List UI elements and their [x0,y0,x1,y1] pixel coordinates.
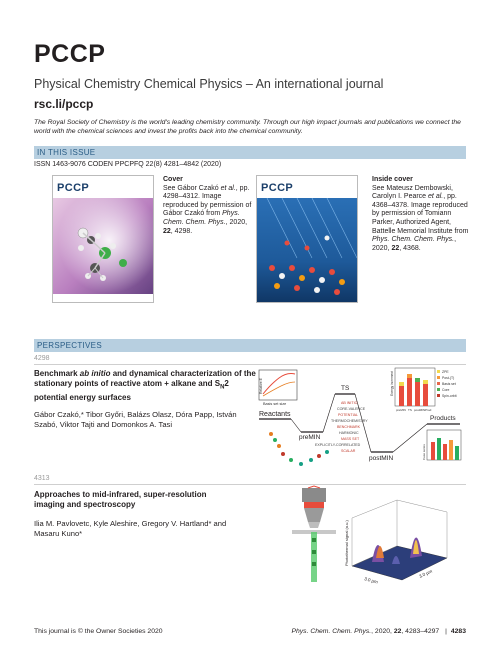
legend-item: Core [442,388,450,392]
cover-volume: 22 [163,227,171,235]
cover-citation [163,185,258,237]
title-part-c: 2 potential energy surfaces [34,379,229,403]
inside-cover-journal: Phys. Chem. Chem. Phys. [372,236,455,244]
energy-x-tick: preMIN [396,408,406,412]
relative-e-label: Relative E [259,378,263,394]
x-axis-label: 3.0 µm [363,576,379,585]
cover-etal: et al. [220,184,236,192]
inset-box [259,370,297,400]
article-title[interactable] [34,369,259,403]
cover-line3: Image reproduced by permission of Gábor Czakó from [163,193,252,218]
footer-volume: 22 [393,628,402,635]
cover-logo: PCCP [57,182,90,194]
in-this-issue-bar: IN THIS ISSUE [34,146,466,159]
inside-cover-year: , 2020, [372,236,457,252]
inside-cover-header [257,176,357,198]
premin-label: preMIN [299,434,321,441]
inside-cover-line1: See Mateusz Dembowski, Carolyn I. Pearce [372,184,453,201]
reactants-label: Reactants [259,411,291,418]
footer-copyright: This journal is © the Owner Societies 2020 [34,628,163,635]
inside-cover-image[interactable] [256,175,358,303]
legend-item: Post-(T) [442,376,455,380]
inside-cover-etal: et al. [428,193,444,201]
inside-cover-heading: Inside cover [372,176,413,183]
method-word: AB INITIO [341,401,358,405]
perspectives-bar: PERSPECTIVES [34,339,466,352]
inside-cover-line2: , pp. 4368–4378. [372,193,457,209]
inside-cover-volume: 22 [391,244,400,252]
article-divider [34,484,466,485]
article-title[interactable]: Approaches to mid-infrared, super-resolution imaging and spectroscopy [34,490,207,510]
toc-graphic-imaging [292,488,452,588]
energy-x-tick: postMIN [414,408,426,412]
footer-citation [291,628,466,635]
cover-heading: Cover [163,176,183,183]
postmin-label: postMIN [369,455,394,462]
cases-label: Case series [422,444,426,460]
ts-label: TS [341,385,350,392]
products-label: Products [430,415,456,422]
inside-cover-logo: PCCP [261,182,294,194]
method-word: CORE-VALENCE [337,407,366,411]
method-words [315,401,368,453]
title-italic: ab initio [79,369,111,378]
cover-header [53,176,153,198]
journal-subtitle: Physical Chemistry Chemical Physics – An international journal [34,77,384,91]
method-word: MASS SET [341,437,360,441]
title-subscript: N [220,384,225,391]
issn-line: ISSN 1463-9076 CODEN PPCPFQ 22(8) 4281–4842 (2020) [34,161,222,168]
cover-image[interactable] [52,175,154,303]
z-axis-label: Photothermal signal (a.u.) [344,520,349,566]
legend-item: Spin-orbit [442,394,457,398]
rsc-blurb: The Royal Society of Chemistry is the world's leading chemistry community. Through our high impact journals and publications we connect the world with the chemical sciences and invest the profits back into the chemical community. [34,119,461,135]
cover-line2: , pp. 4298–4312. [163,184,250,201]
inside-cover-page: , 4368. [399,244,421,252]
energy-legend [437,370,457,398]
title-part-a: Benchmark [34,369,80,378]
pes-path [291,419,301,432]
footer-year: , 2020, [371,628,394,635]
energy-x-tick: TS [408,408,412,412]
footer-pages: , 4283–4297 [401,628,440,635]
title-part-b: and dynamical characterization of the stationary points of reactive atom + alkane and S [34,369,256,389]
cover-line1: See Gábor Czakó [163,184,221,192]
cover-journal: Phys. Chem. Chem. Phys. [163,210,240,226]
pes-path [323,394,335,432]
method-word: SCALAR [341,449,356,453]
photothermal-surface [352,500,447,580]
method-word: POTENTIAL [338,413,358,417]
toc-graphic-pes [257,364,462,472]
method-word: EXPLICITLY-CORRELATED [315,443,361,447]
method-word: THERMOCHEMISTRY [331,419,368,423]
inside-cover-citation [372,185,472,254]
article-page-number: 4298 [34,355,50,362]
article-authors: Ilia M. Pavlovetc, Kyle Aleshire, Gregory V. Hartland* and Masaru Kuno* [34,519,227,538]
cover-year: , 2020, [225,218,248,226]
journal-url[interactable]: rsc.li/pccp [34,97,94,111]
legend-item: Basis set [442,382,456,386]
legend-item: ZPE [442,370,449,374]
energy-x-tick: Prod [425,408,432,412]
footer-separator: | [445,628,447,635]
inside-cover-artwork [257,198,358,303]
article-page-number: 4313 [34,475,50,482]
method-word: BENCHMARK [337,425,360,429]
basis-set-label: Basis set size [263,402,287,406]
cover-page: , 4298. [170,227,193,235]
cover-caption [163,176,258,236]
energy-x-labels [396,408,432,412]
cover-artwork [53,198,154,303]
method-word: HARMONIC [339,431,359,435]
microscope-objective-icon [292,486,336,582]
footer-page-number: 4283 [450,628,466,635]
energy-increment-label: Energy increment [390,371,394,396]
footer-journal: Phys. Chem. Chem. Phys. [291,628,372,635]
article-authors: Gábor Czakó,* Tibor Győri, Balázs Olasz, Dóra Papp, István Szabó, Viktor Tajti and Domonkos A. Tasi [34,410,237,429]
journal-title: PCCP [34,40,106,68]
inside-cover-caption [372,176,472,253]
y-axis-label: 3.0 µm [418,568,433,579]
inside-cover-line3: Image reproduced by permission of Tomiann Parker, Authorized Agent, Battelle Memorial Institute from [372,201,469,235]
